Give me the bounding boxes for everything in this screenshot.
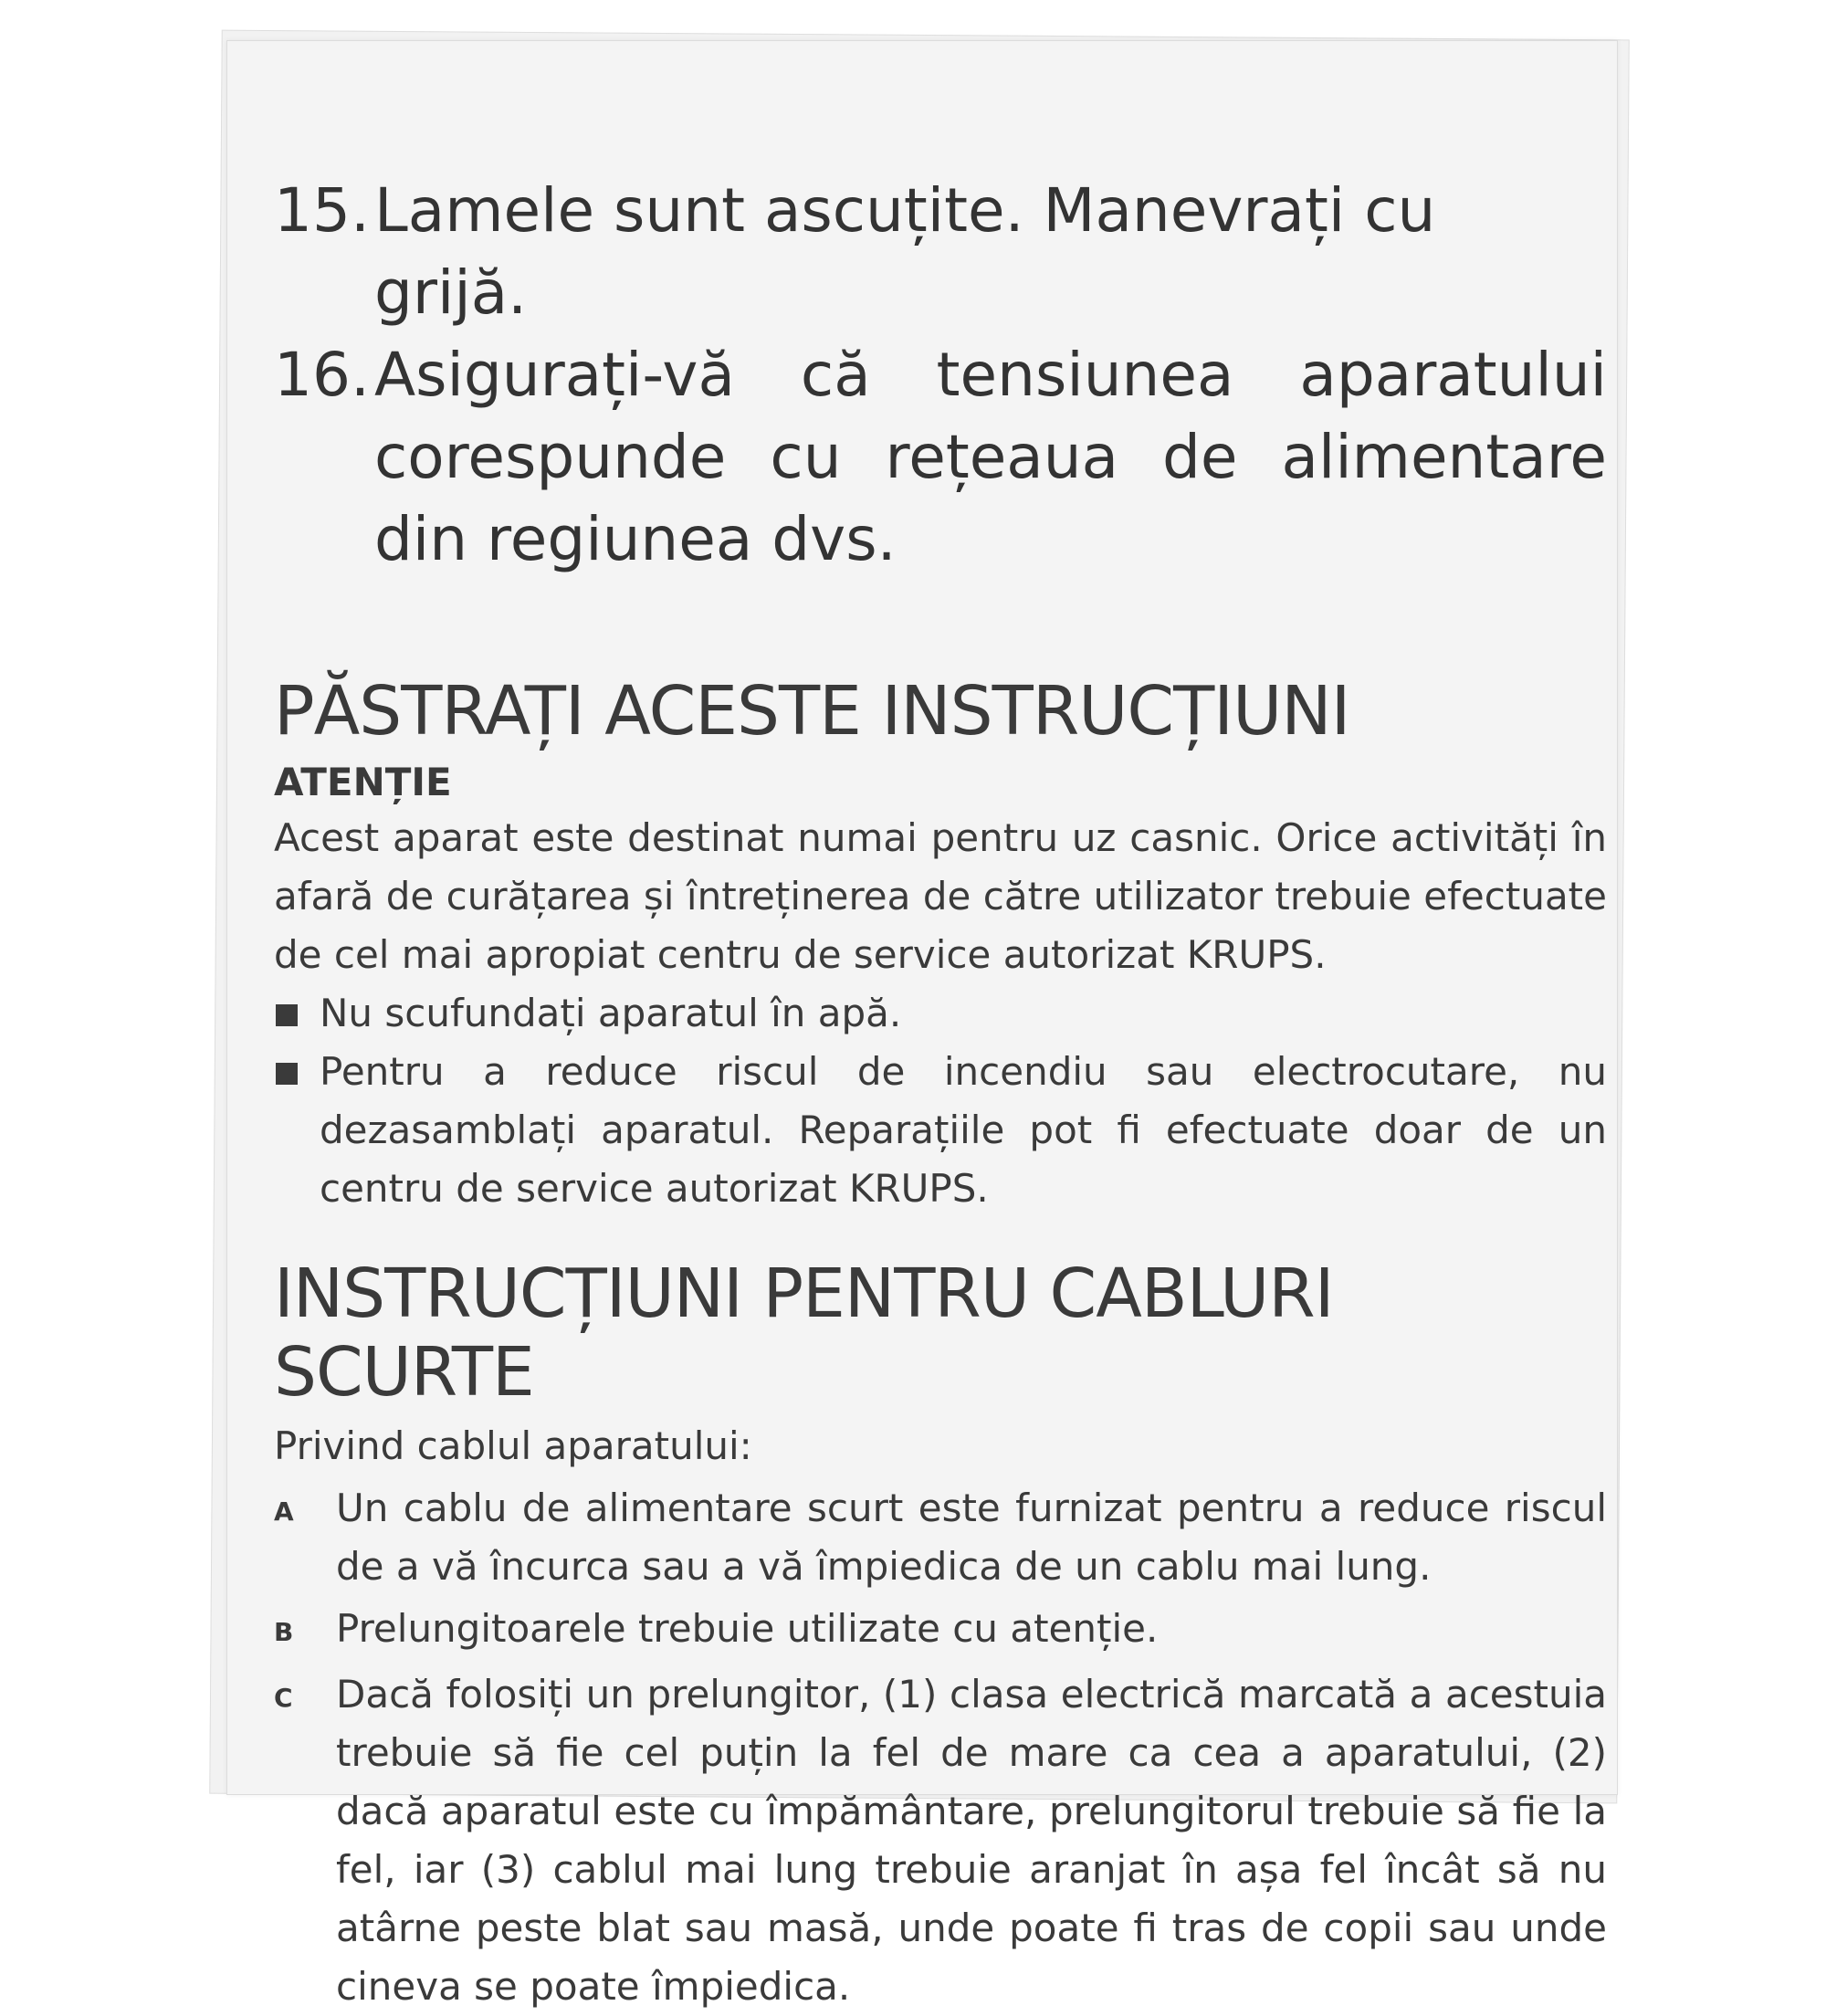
item-text: Un cablu de alimentare scurt este furnizat pentru a reduce riscul de a vă încurca sau a vă împiedica de un cablu mai lung. (336, 1486, 1607, 1589)
list-item-16 (274, 334, 1607, 581)
list-item-15 (274, 170, 1607, 334)
bullet-text: Nu scufundați aparatul în apă. (320, 991, 902, 1035)
item-number: 15. (274, 175, 370, 246)
section-title-keep-instructions: PĂSTRAȚI ACESTE INSTRUCȚIUNI (274, 672, 1350, 751)
square-bullet-icon (276, 1004, 298, 1026)
item-letter: C (274, 1683, 293, 1713)
lettered-item-c (274, 1665, 1607, 2016)
warning-paragraph: Acest aparat este destinat numai pentru uz casnic. Orice activități în afară de curățarea și întreținerea de către utilizator trebuie efectuate de cel mai apropiat centru de service autorizat KRUPS. (274, 815, 1607, 977)
lettered-item-b (274, 1600, 1607, 1662)
bullet-text: Pentru a reduce riscul de incendiu sau electrocutare, nu dezasamblați aparatul. Reparațiile pot fi efectuate doar de un centru de service autorizat KRUPS. (320, 1049, 1607, 1211)
page-content (274, 170, 1607, 2016)
bullet-item (274, 984, 1607, 1043)
section-title-short-cords: INSTRUCȚIUNI PENTRU CABLURI SCURTE (274, 1255, 1334, 1412)
item-text: Prelungitoarele trebuie utilizate cu atenție. (336, 1606, 1159, 1651)
item-text: Dacă folosiți un prelungitor, (1) clasa electrică marcată a acestuia trebuie să fie cel puțin la fel de mare ca cea a aparatului, (2) dacă aparatul este cu împământare, prelungitorul trebuie să fie la fel, iar (3) cablul mai lung trebuie aranjat în așa fel încât să nu atârne peste blat sau masă, unde poate fi tras de copii sau unde cineva se poate împiedica. (336, 1672, 1607, 2009)
item-text: Lamele sunt ascuțite. Manevrați cu grijă. (374, 175, 1436, 328)
item-letter: A (274, 1496, 294, 1527)
section-intro: Privind cablul aparatului: (274, 1423, 752, 1468)
bullet-item (274, 1043, 1607, 1218)
lettered-item-a (274, 1479, 1607, 1596)
item-number: 16. (274, 340, 370, 410)
item-text: Asigurați-vă că tensiunea aparatului corespunde cu rețeaua de alimentare din regiunea dvs. (374, 340, 1607, 574)
square-bullet-icon (276, 1063, 298, 1085)
item-letter: B (274, 1617, 294, 1647)
warning-title: ATENȚIE (274, 760, 452, 804)
